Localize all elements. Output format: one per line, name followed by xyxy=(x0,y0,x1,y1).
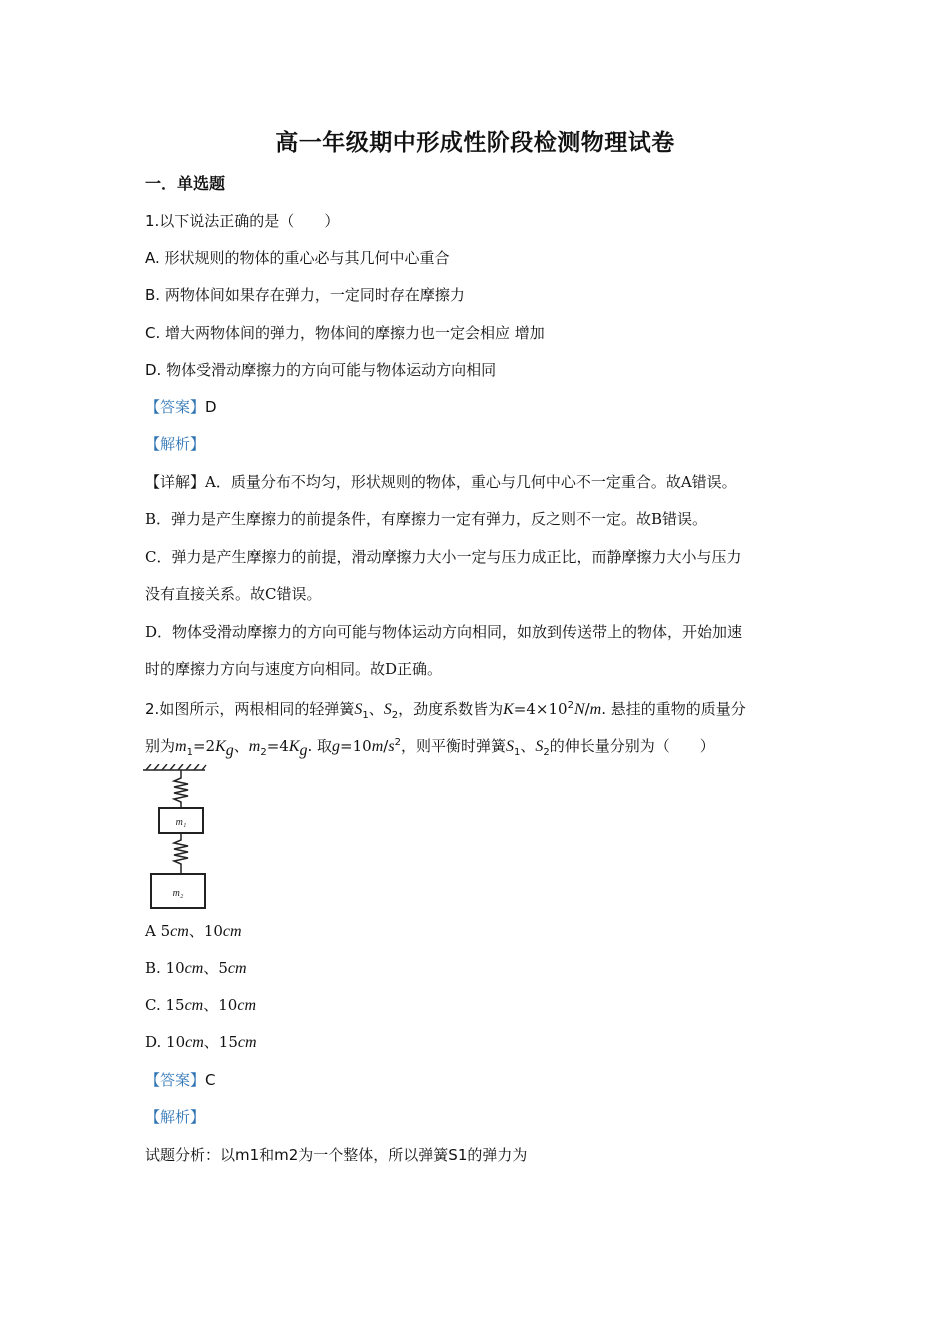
question-2-stem-line-2 xyxy=(145,732,715,764)
subscript: 2 xyxy=(391,710,399,721)
question-2-option-c xyxy=(145,994,256,1017)
question-1-explanation-d2: 时的摩擦力方向与速度方向相同。故D正确。 xyxy=(145,660,443,678)
option-letter: A xyxy=(145,922,161,940)
question-1-answer xyxy=(145,396,217,418)
question-2-explanation: 试题分析：以m1和m2为一个整体，所以弹簧S1的弹力为 xyxy=(145,1146,528,1164)
unit: cm xyxy=(185,1034,204,1051)
separator: 、 xyxy=(203,1033,219,1051)
stem-text: / xyxy=(383,737,389,755)
unit: cm xyxy=(237,1034,257,1051)
subscript: g xyxy=(225,742,234,759)
option-value: 15 xyxy=(165,996,185,1014)
stem-text: =4 xyxy=(266,737,289,755)
superscript: 2 xyxy=(567,700,574,711)
spring-s2 xyxy=(174,833,188,874)
question-1-analysis-label: 【解析】 xyxy=(145,435,206,453)
question-2-option-d xyxy=(145,1031,257,1054)
stem-text: 如图所示，两根相同的轻弹簧 xyxy=(159,700,355,718)
option-letter: B. xyxy=(145,959,166,977)
symbol: N xyxy=(573,701,585,718)
unit: cm xyxy=(170,923,189,940)
stem-text: 、 xyxy=(233,737,249,755)
symbol: m xyxy=(371,738,384,755)
stem-text: 的伸长量分别为（ ） xyxy=(549,737,715,755)
question-1-option-a: A. 形状规则的物体的重心必与其几何中心重合 xyxy=(145,249,450,267)
stem-text: ，则平衡时弹簧 xyxy=(400,737,506,755)
explanation-text: A．质量分布不均匀，形状规则的物体，重心与几何中心不一定重合。故A错误。 xyxy=(205,473,737,491)
stem-text: . 取 xyxy=(307,737,333,755)
page-title: 高一年级期中形成性阶段检测物理试卷 xyxy=(275,130,675,156)
option-value: 15 xyxy=(218,1033,238,1051)
separator: 、 xyxy=(188,922,204,940)
stem-text: =4×10 xyxy=(513,700,568,718)
subscript: 2 xyxy=(260,747,267,758)
question-2-analysis-label: 【解析】 xyxy=(145,1108,206,1126)
stem-text: 、 xyxy=(368,700,384,718)
symbol: S xyxy=(535,738,544,755)
question-2-stem-line-1 xyxy=(145,695,746,727)
symbol: s xyxy=(388,738,395,755)
question-2-answer xyxy=(145,1069,216,1091)
spring-mass-diagram xyxy=(143,764,207,910)
superscript: 2 xyxy=(394,737,401,748)
symbol: m xyxy=(248,738,261,755)
mass-m1-label: m₁ xyxy=(175,817,187,828)
spring-s1 xyxy=(174,770,188,808)
stem-text: =2 xyxy=(192,737,216,755)
symbol: K xyxy=(503,701,514,718)
stem-text: . 悬挂的重物的质量分 xyxy=(601,700,746,718)
ceiling-hatch xyxy=(143,764,206,770)
option-value: 10 xyxy=(166,1033,186,1051)
stem-text: 别为 xyxy=(145,737,176,755)
subscript: 1 xyxy=(513,747,521,758)
question-2-option-b xyxy=(145,957,247,980)
unit: cm xyxy=(222,923,242,940)
symbol: S xyxy=(383,701,392,718)
question-number: 2. xyxy=(145,700,160,718)
answer-value: D xyxy=(205,398,217,416)
symbol: K xyxy=(215,738,226,755)
subscript: 2 xyxy=(543,747,550,758)
stem-text: 、 xyxy=(520,737,536,755)
symbol: K xyxy=(288,738,300,755)
question-1-option-b: B. 两物体间如果存在弹力，一定同时存在摩擦力 xyxy=(145,286,465,304)
symbol: g xyxy=(332,738,341,755)
option-value: 10 xyxy=(165,959,185,977)
subscript: g xyxy=(299,742,308,759)
answer-value: C xyxy=(205,1071,216,1089)
question-1-explanation-d: D．物体受滑动摩擦力的方向可能与物体运动方向相同，如放到传送带上的物体，开始加速 xyxy=(145,623,743,641)
question-1-explanation-c: C．弹力是产生摩擦力的前提，滑动摩擦力大小一定与压力成正比，而静摩擦力大小与压力 xyxy=(145,548,742,566)
option-value: 10 xyxy=(218,996,238,1014)
separator: 、 xyxy=(203,959,219,977)
unit: cm xyxy=(184,997,204,1014)
stem-text: / xyxy=(584,700,590,718)
option-value: 5 xyxy=(218,959,228,977)
question-1-option-d: D. 物体受滑动摩擦力的方向可能与物体运动方向相同 xyxy=(145,361,497,379)
stem-text: ，劲度系数皆为 xyxy=(398,700,504,718)
symbol: m xyxy=(589,701,602,718)
option-value: 5 xyxy=(160,922,171,940)
symbol: S xyxy=(505,738,514,755)
question-1-stem: 1.以下说法正确的是（ ） xyxy=(145,212,340,230)
subscript: 1 xyxy=(186,747,193,758)
question-1-option-c: C. 增大两物体间的弹力，物体间的摩擦力也一定会相应 增加 xyxy=(145,324,545,342)
answer-label: 【答案】 xyxy=(145,398,206,416)
symbol: S xyxy=(354,701,363,718)
question-1-explanation-c2: 没有直接关系。故C错误。 xyxy=(145,585,322,603)
option-value: 10 xyxy=(203,922,223,940)
question-1-explanation-b: B．弹力是产生摩擦力的前提条件，有摩擦力一定有弹力，反之则不一定。故B错误。 xyxy=(145,510,708,528)
question-2-option-a xyxy=(145,920,242,943)
answer-label: 【答案】 xyxy=(145,1071,206,1089)
unit: cm xyxy=(237,997,256,1014)
subscript: 1 xyxy=(362,710,369,721)
unit: cm xyxy=(227,960,247,977)
option-letter: C. xyxy=(145,996,166,1014)
mass-m2-label: m₂ xyxy=(172,888,184,899)
unit: cm xyxy=(184,960,204,977)
option-letter: D. xyxy=(145,1033,167,1051)
stem-text: =10 xyxy=(340,737,372,755)
question-1-explanation-a xyxy=(145,471,737,493)
section-heading: 一．单选题 xyxy=(145,174,226,193)
separator: 、 xyxy=(203,996,219,1014)
symbol: m xyxy=(175,738,187,755)
detail-label: 【详解】 xyxy=(145,473,206,491)
